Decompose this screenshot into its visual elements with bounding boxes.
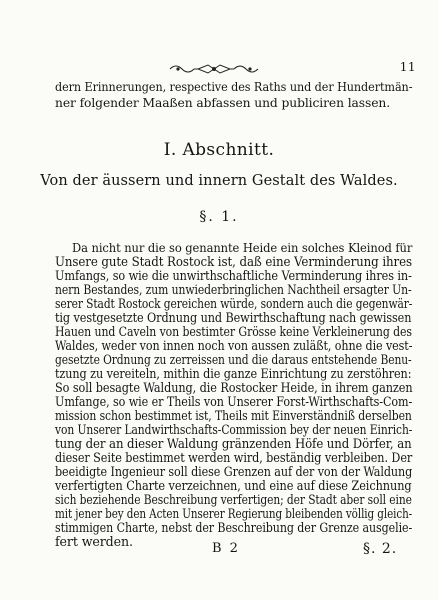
body-line: tzung zu vereiteln, mithin die ganze Einrichtung zu zerstöhren: xyxy=(55,366,412,381)
catchword: §. 2. xyxy=(363,541,398,557)
body-line: dieser Seite bestimmet werden wird, beständig verbleiben. Der xyxy=(55,450,413,465)
paragraph-heading: §. 1. xyxy=(199,209,239,225)
body-line: So soll besagte Waldung, die Rostocker Heide, in ihrem ganzen xyxy=(55,380,413,395)
body-line: fert werden. xyxy=(55,534,133,549)
body-line: Waldes, weder von innen noch von aussen zuläßt, ohne die vest- xyxy=(55,338,413,353)
body-line: Umfange, so wie er Theils von Unserer Forst-Wirthschafts-Com- xyxy=(55,394,413,409)
section-title: I. Abschnitt. xyxy=(163,140,275,160)
ornament-vignette-icon xyxy=(168,62,260,76)
signature-mark: B 2 xyxy=(212,541,240,556)
body-line: sich beziehende Beschreibung verfertigen; der Stadt aber soll eine xyxy=(55,492,412,507)
body-line: von Unserer Landwirthschafts-Commission bey der neuen Einrich- xyxy=(55,422,413,437)
body-line: serer Stadt Rostock gereichen würde, sondern auch die gegenwär- xyxy=(55,296,413,311)
body-line: beeidigte Ingenieur soll diese Grenzen auf der von der Waldung xyxy=(55,464,413,479)
body-line: mission schon bestimmet ist, Theils mit Einverständniß derselben xyxy=(55,408,412,423)
body-line: stimmigen Charte, nebst der Beschreibung der Grenze ausgelie- xyxy=(55,520,413,535)
section-subtitle: Von der äussern und innern Gestalt des Waldes. xyxy=(40,173,398,189)
body-line: nern Bestandes, zum unwiederbringlichen Nachtheil ersagter Un- xyxy=(55,282,412,297)
body-line: verfertigten Charte verzeichnen, und eine auf diese Zeichnung xyxy=(55,478,412,493)
intro-line: dern Erinnerungen, respective des Raths und der Hundertmän- xyxy=(55,80,413,94)
body-line: gesetzte Ordnung zu zerreissen und die daraus entstehende Benu- xyxy=(55,352,412,367)
body-line: Unsere gute Stadt Rostock ist, daß eine Verminderung ihres xyxy=(55,254,412,269)
body-line: mit jener bey den Acten Unserer Regierung bleibenden völlig gleich- xyxy=(55,506,413,521)
body-line: tung der an dieser Waldung gränzenden Höfe und Dörfer, an xyxy=(55,436,412,451)
page-number: 11 xyxy=(399,60,416,74)
body-line: Hauen und Caveln von bestimter Grösse keine Verkleinerung des xyxy=(55,324,412,339)
body-line: tig vestgesetzte Ordnung und Bewirthschaftung nach gewissen xyxy=(55,310,412,325)
body-line: Umfangs, so wie die unwirthschaftliche Verminderung ihres in- xyxy=(55,268,412,283)
body-line: Da nicht nur die so genannte Heide ein solches Kleinod für xyxy=(72,241,413,255)
intro-line: ner folgender Maaßen abfassen und publiciren lassen. xyxy=(55,96,391,110)
